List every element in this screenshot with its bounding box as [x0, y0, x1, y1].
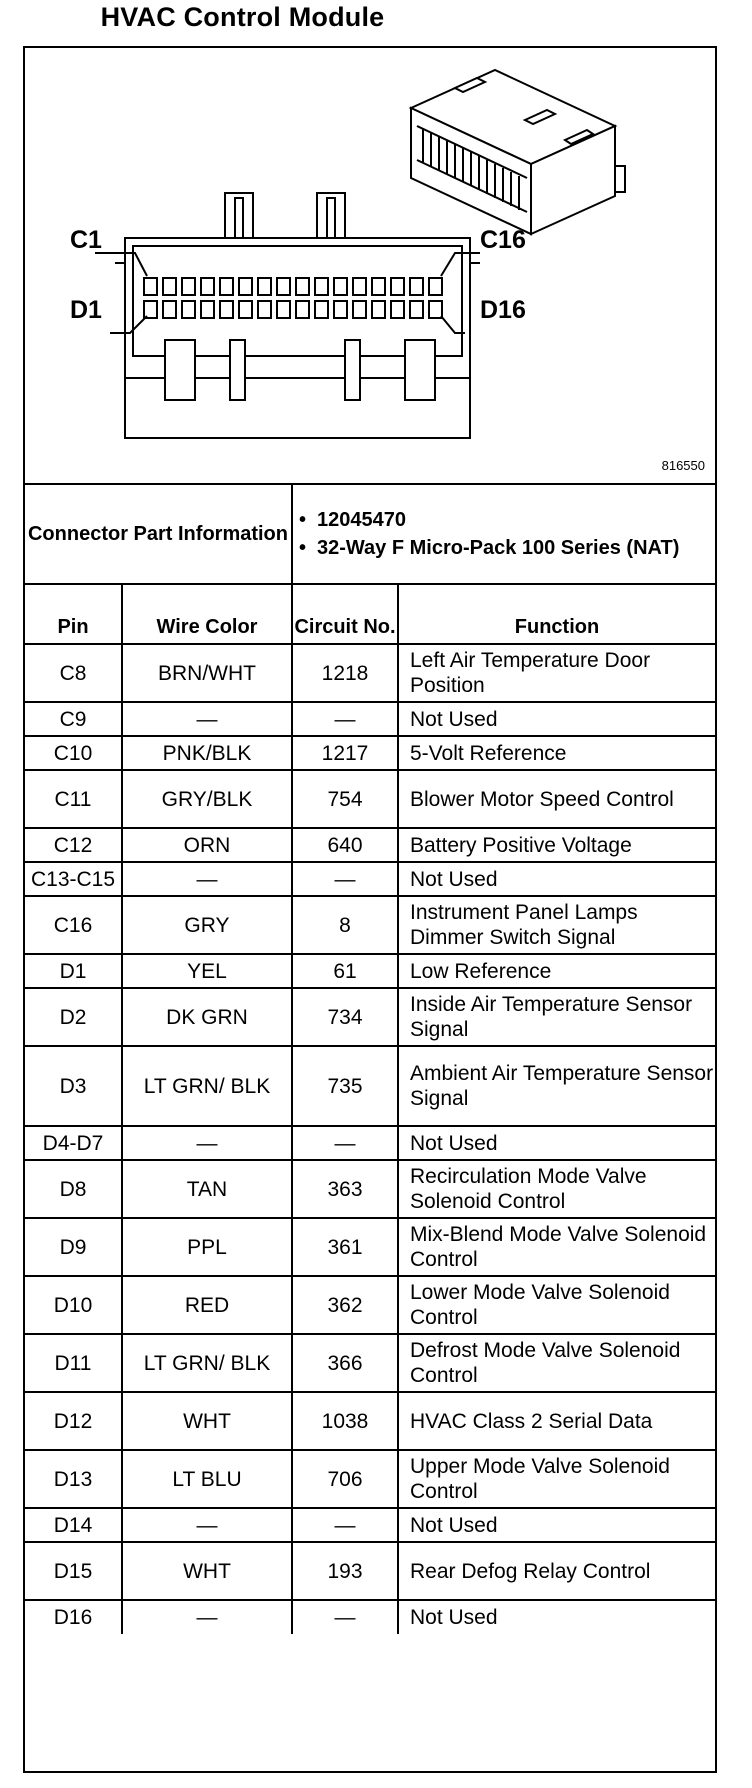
connector-part-info: [25, 483, 715, 583]
function-cell: Not Used: [398, 1508, 715, 1542]
wire-color-cell: LT GRN/ BLK: [122, 1334, 292, 1392]
wire-color-cell: LT GRN/ BLK: [122, 1046, 292, 1126]
pin-cell: D3: [25, 1046, 122, 1126]
circuit-cell: 8: [292, 896, 398, 954]
function-cell: 5-Volt Reference: [398, 736, 715, 770]
pin-cell: C16: [25, 896, 122, 954]
pin-cell: D12: [25, 1392, 122, 1450]
table-row: [25, 1218, 715, 1276]
circuit-cell: 362: [292, 1276, 398, 1334]
pin-cell: C8: [25, 644, 122, 702]
function-cell: Battery Positive Voltage: [398, 828, 715, 862]
figure-id: 816550: [661, 458, 705, 473]
pin-cell: D13: [25, 1450, 122, 1508]
function-cell: Rear Defog Relay Control: [398, 1542, 715, 1600]
header-function: Function: [398, 584, 715, 644]
circuit-cell: —: [292, 702, 398, 736]
table-row: [25, 1600, 715, 1634]
table-row: [25, 1450, 715, 1508]
circuit-cell: —: [292, 1508, 398, 1542]
function-cell: Not Used: [398, 862, 715, 896]
circuit-cell: 735: [292, 1046, 398, 1126]
table-row: [25, 702, 715, 736]
table-row: [25, 1542, 715, 1600]
circuit-cell: 361: [292, 1218, 398, 1276]
pin-cell: D8: [25, 1160, 122, 1218]
table-row: [25, 862, 715, 896]
circuit-cell: 193: [292, 1542, 398, 1600]
table-row: [25, 1392, 715, 1450]
table-row: [25, 1046, 715, 1126]
function-cell: Left Air Temperature Door Position: [398, 644, 715, 702]
wire-color-cell: PNK/BLK: [122, 736, 292, 770]
circuit-cell: 640: [292, 828, 398, 862]
wire-color-cell: —: [122, 702, 292, 736]
table-row: [25, 988, 715, 1046]
function-cell: Not Used: [398, 1126, 715, 1160]
table-row: [25, 954, 715, 988]
pin-cell: D2: [25, 988, 122, 1046]
isometric-connector-illustration: [411, 70, 625, 234]
connector-info-values: [292, 484, 715, 583]
function-cell: Mix-Blend Mode Valve Solenoid Control: [398, 1218, 715, 1276]
wire-color-cell: BRN/WHT: [122, 644, 292, 702]
pin-cell: D15: [25, 1542, 122, 1600]
wire-color-cell: ORN: [122, 828, 292, 862]
table-row: [25, 828, 715, 862]
table-row: [25, 1276, 715, 1334]
function-cell: Ambient Air Temperature Sensor Signal: [398, 1046, 715, 1126]
circuit-cell: 366: [292, 1334, 398, 1392]
part-number: • 12045470: [317, 508, 715, 533]
pin-cell: D10: [25, 1276, 122, 1334]
header-wire-color: Wire Color: [122, 584, 292, 644]
circuit-cell: —: [292, 1600, 398, 1634]
connector-drawing: [25, 48, 715, 483]
table-row: [25, 770, 715, 828]
header-circuit: Circuit No.: [292, 584, 398, 644]
wire-color-cell: DK GRN: [122, 988, 292, 1046]
label-d1: D1: [70, 296, 102, 324]
table-row: [25, 736, 715, 770]
wire-color-cell: —: [122, 1508, 292, 1542]
pin-cell: D9: [25, 1218, 122, 1276]
table-row: [25, 1160, 715, 1218]
wire-color-cell: RED: [122, 1276, 292, 1334]
wire-color-cell: TAN: [122, 1160, 292, 1218]
function-cell: Recirculation Mode Valve Solenoid Control: [398, 1160, 715, 1218]
pin-cell: C10: [25, 736, 122, 770]
pin-cell: D4-D7: [25, 1126, 122, 1160]
wire-color-cell: PPL: [122, 1218, 292, 1276]
function-cell: Blower Motor Speed Control: [398, 770, 715, 828]
function-cell: Instrument Panel Lamps Dimmer Switch Signal: [398, 896, 715, 954]
wire-color-cell: WHT: [122, 1392, 292, 1450]
label-c1: C1: [70, 226, 102, 254]
circuit-cell: 61: [292, 954, 398, 988]
circuit-cell: 1217: [292, 736, 398, 770]
pin-cell: C12: [25, 828, 122, 862]
table-row: [25, 1126, 715, 1160]
wire-color-cell: LT BLU: [122, 1450, 292, 1508]
wire-color-cell: WHT: [122, 1542, 292, 1600]
wire-color-cell: —: [122, 1600, 292, 1634]
function-cell: Defrost Mode Valve Solenoid Control: [398, 1334, 715, 1392]
pin-cell: C9: [25, 702, 122, 736]
circuit-cell: 1218: [292, 644, 398, 702]
connector-type: • 32-Way F Micro-Pack 100 Series (NAT): [317, 536, 715, 561]
header-pin: Pin: [25, 584, 122, 644]
pin-cell: D11: [25, 1334, 122, 1392]
table-row: [25, 644, 715, 702]
circuit-cell: —: [292, 1126, 398, 1160]
wire-color-cell: —: [122, 1126, 292, 1160]
pin-cell: C13-C15: [25, 862, 122, 896]
circuit-cell: 363: [292, 1160, 398, 1218]
function-cell: Inside Air Temperature Sensor Signal: [398, 988, 715, 1046]
table-row: [25, 1508, 715, 1542]
circuit-cell: —: [292, 862, 398, 896]
function-cell: HVAC Class 2 Serial Data: [398, 1392, 715, 1450]
circuit-cell: 1038: [292, 1392, 398, 1450]
table-row: [25, 1334, 715, 1392]
wire-color-cell: —: [122, 862, 292, 896]
pin-cell: D14: [25, 1508, 122, 1542]
table-row: [25, 896, 715, 954]
page-title: HVAC Control Module: [100, 2, 385, 32]
wire-color-cell: YEL: [122, 954, 292, 988]
function-cell: Lower Mode Valve Solenoid Control: [398, 1276, 715, 1334]
pin-cell: D1: [25, 954, 122, 988]
connector-figure: [25, 48, 715, 483]
circuit-cell: 734: [292, 988, 398, 1046]
pin-table: [25, 583, 715, 1634]
circuit-cell: 706: [292, 1450, 398, 1508]
function-cell: Low Reference: [398, 954, 715, 988]
pin-cell: D16: [25, 1600, 122, 1634]
label-c16: C16: [480, 226, 526, 254]
wire-color-cell: GRY: [122, 896, 292, 954]
connector-info-label: Connector Part Information: [25, 484, 292, 583]
function-cell: Upper Mode Valve Solenoid Control: [398, 1450, 715, 1508]
wire-color-cell: GRY/BLK: [122, 770, 292, 828]
function-cell: Not Used: [398, 702, 715, 736]
circuit-cell: 754: [292, 770, 398, 828]
pin-cell: C11: [25, 770, 122, 828]
function-cell: Not Used: [398, 1600, 715, 1634]
label-d16: D16: [480, 296, 526, 324]
connector-document-frame: [23, 46, 717, 1773]
